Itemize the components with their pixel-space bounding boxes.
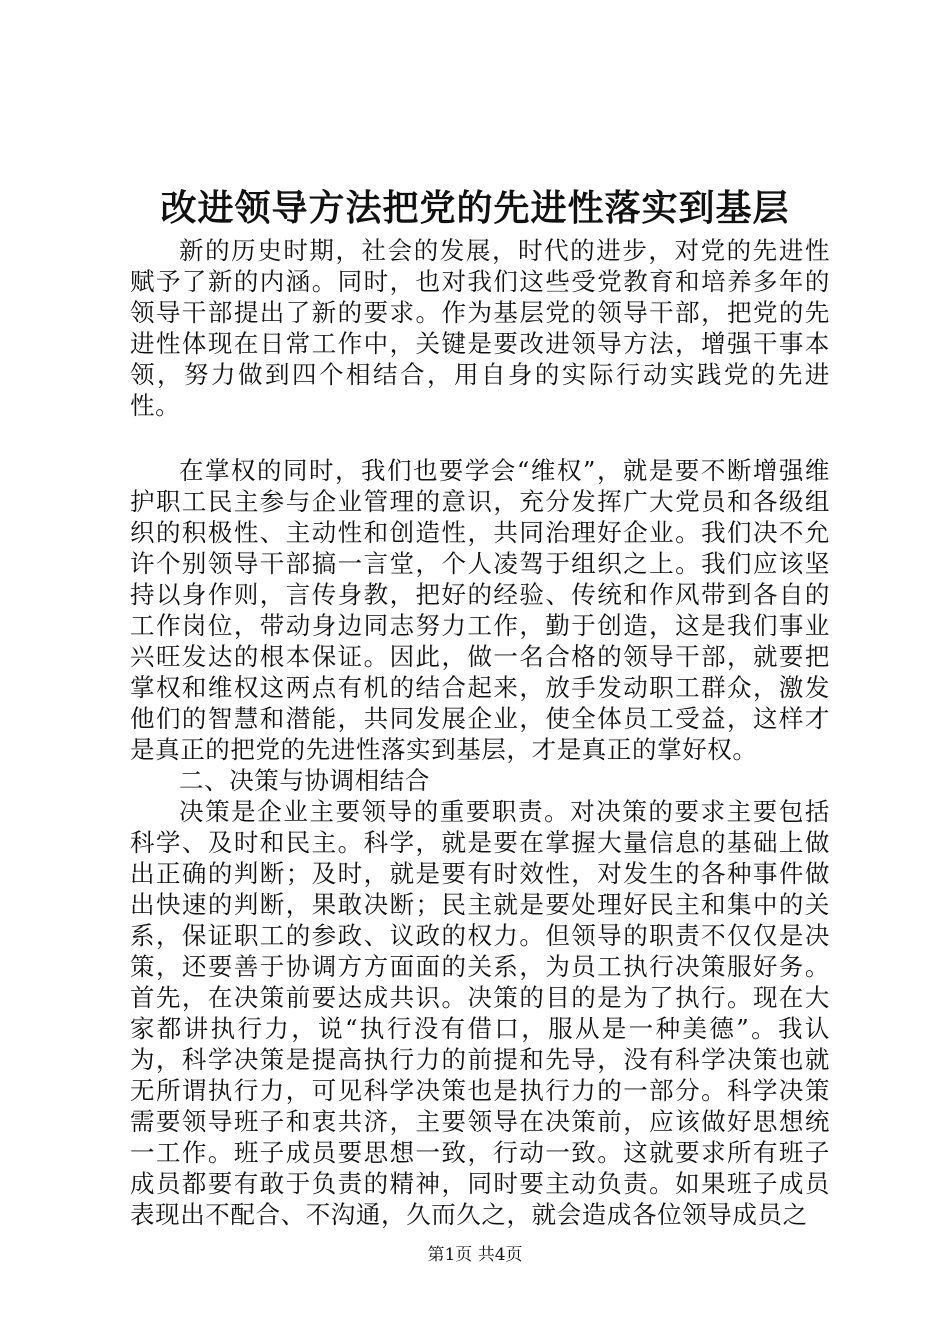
document-title: 改进领导方法把党的先进性落实到基层 bbox=[160, 187, 790, 229]
document-body bbox=[130, 235, 830, 1230]
page-footer: 第1页 共4页 bbox=[427, 1245, 523, 1265]
section-heading-decision: 二、决策与协调相结合 bbox=[179, 766, 430, 795]
paragraph-intro: 新的历史时期，社会的发展，时代的进步，对党的先进性赋予了新的内涵。同时，也对我们这些受党教育和培养多年的领导干部提出了新的要求。作为基层党的领导干部，把党的先进性体现在日常工作中，关键是要改进领导方法，增强干事本领，努力做到四个相结合，用自身的实际行动实践党的先进性。 bbox=[130, 236, 830, 420]
paragraph-decision: 决策是企业主要领导的重要职责。对决策的要求主要包括科学、及时和民主。科学，就是要在掌握大量信息的基础上做出正确的判断；及时，就是要有时效性，对发生的各种事件做出快速的判断，果敢决断；民主就是要处理好民主和集中的关系，保证职工的参政、议政的权力。但领导的职责不仅仅是决策，还要善于协调方方面面的关系，为员工执行决策服好务。首先，在决策前要达成共识。决策的目的是为了执行。现在大家都讲执行力，说“执行没有借口，服从是一种美德”。我认为，科学决策是提高执行力的前提和先导，没有科学决策也就无所谓执行力，可见科学决策也是执行力的一部分。科学决策需要领导班子和衷共济，主要领导在决策前，应该做好思想统一工作。班子成员要思想一致，行动一致。这就要求所有班子成员都要有敢于负责的精神，同时要主动负责。如果班子成员表现出不配合、不沟通，久而久之，就会造成各位领导成员之 bbox=[130, 797, 830, 1229]
paragraph-rights: 在掌权的同时，我们也要学会“维权”，就是要不断增强维护职工民主参与企业管理的意识，充分发挥广大党员和各级组织的积极性、主动性和创造性，共同治理好企业。我们决不允许个别领导干部搞一言堂，个人凌驾于组织之上。我们应该坚持以身作则，言传身教，把好的经验、传统和作风带到各自的工作岗位，带动身边同志努力工作，勤于创造，这是我们事业兴旺发达的根本保证。因此，做一名合格的领导干部，就要把掌权和维权这两点有机的结合起来，放手发动职工群众，激发他们的智慧和潜能，共同发展企业，使全体员工受益，这样才是真正的把党的先进性落实到基层，才是真正的掌好权。 bbox=[130, 456, 830, 764]
